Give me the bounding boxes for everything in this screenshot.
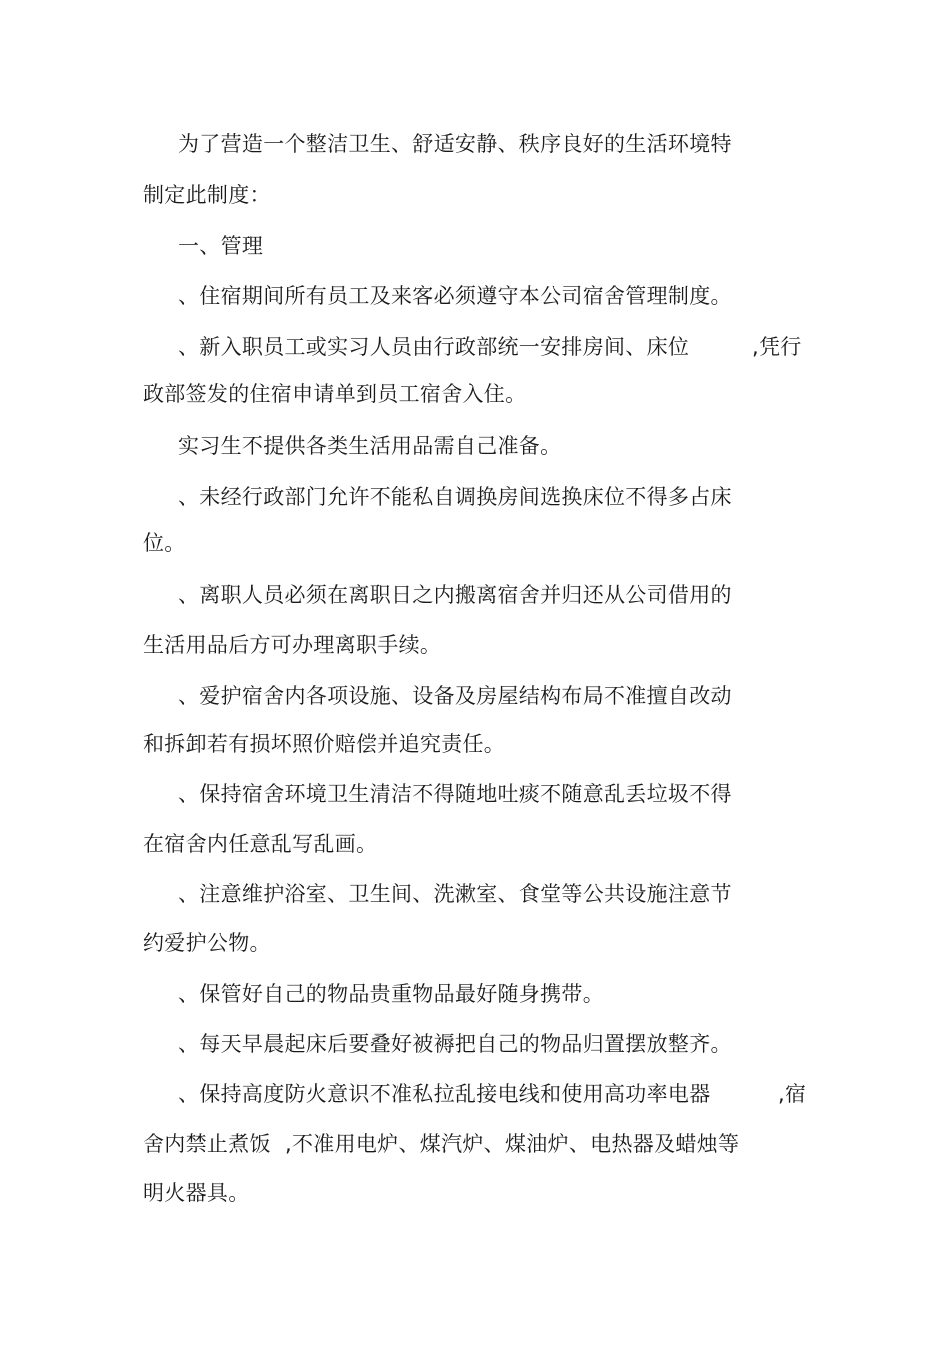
item-1: 、住宿期间所有员工及来客必须遵守本公司宿舍管理制度。 [178,284,732,308]
item-6-line-1: 、保持宿舍环境卫生清洁不得随地吐痰不随意乱丢垃圾不得 [178,782,732,806]
item-5-line-2: 和拆卸若有损坏照价赔偿并追究责任。 [143,732,506,756]
section-heading: 一、管理 [178,234,264,258]
item-10-line-2-tail: ,不准用电炉、煤汽炉、煤油炉、电热器及蜡烛等 [285,1132,740,1156]
item-5-line-1: 、爱护宿舍内各项设施、设备及房屋结构布局不准擅自改动 [178,684,732,708]
item-2-line-1 [0,334,950,360]
item-9: 、每天早晨起床后要叠好被褥把自己的物品归置摆放整齐。 [178,1032,732,1056]
item-2-line-2: 政部签发的住宿申请单到员工宿舍入住。 [143,382,527,406]
item-10-line-2-text: 舍内禁止煮饭 [143,1132,271,1156]
item-2-line-1-text: 、新入职员工或实习人员由行政部统一安排房间、床位 [178,335,690,359]
item-10-line-1-text: 、保持高度防火意识不准私拉乱接电线和使用高功率电器 [178,1082,711,1106]
item-7-line-2: 约爱护公物。 [143,931,271,955]
item-2-extra: 实习生不提供各类生活用品需自己准备。 [178,434,562,458]
item-10-line-1 [0,1081,950,1107]
item-10-line-3: 明火器具。 [143,1181,250,1205]
item-3-line-1: 、未经行政部门允许不能私自调换房间选换床位不得多占床 [178,485,732,509]
item-10-line-2 [0,1131,950,1157]
item-4-line-1: 、离职人员必须在离职日之内搬离宿舍并归还从公司借用的 [178,583,732,607]
item-2-line-1-tail: ,凭行 [752,335,802,359]
item-4-line-2: 生活用品后方可办理离职手续。 [143,633,442,657]
intro-line-1: 为了营造一个整洁卫生、舒适安静、秩序良好的生活环境特 [178,132,732,156]
item-8: 、保管好自己的物品贵重物品最好随身携带。 [178,982,604,1006]
item-6-line-2: 在宿舍内任意乱写乱画。 [143,832,378,856]
item-10-line-1-tail: ,宿 [778,1082,807,1106]
item-7-line-1: 、注意维护浴室、卫生间、洗漱室、食堂等公共设施注意节 [178,882,732,906]
item-3-line-2: 位。 [143,531,186,555]
intro-line-2: 制定此制度： [143,183,271,207]
